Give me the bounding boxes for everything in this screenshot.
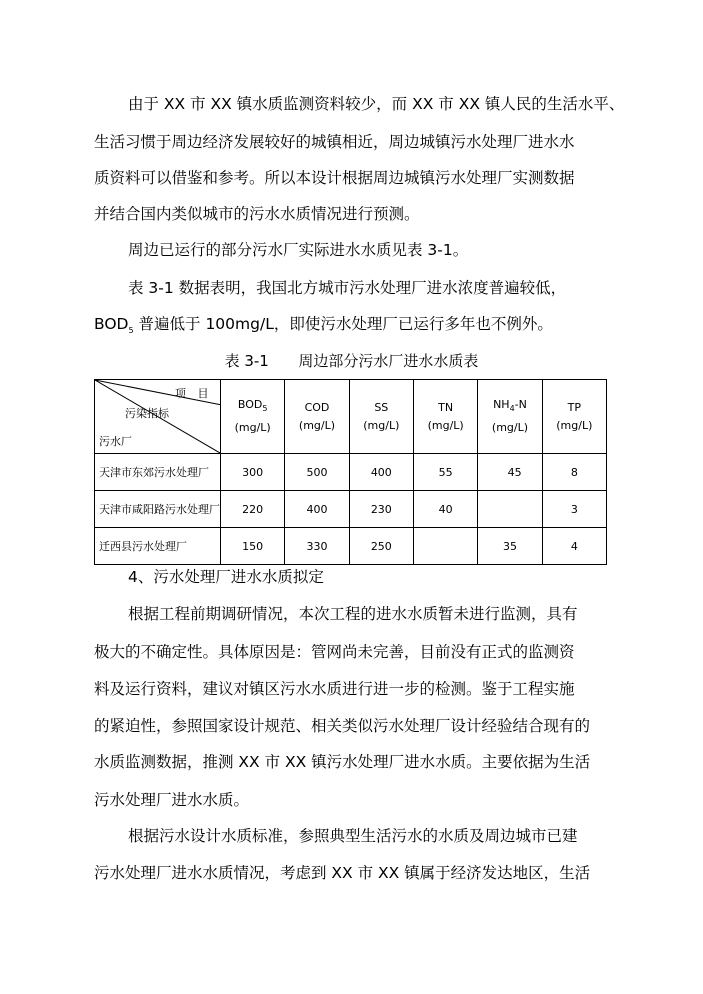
plant-name: 迁西县污水处理厂	[95, 528, 221, 565]
section-4-paragraph-1-line-5: 水质监测数据，推测 XX 市 XX 镇污水处理厂进水水质。主要依据为生活	[94, 753, 591, 771]
plant-name: 天津市东郊污水处理厂	[95, 454, 221, 491]
bod-label: BOD	[94, 315, 129, 333]
bod-subscript: 5	[128, 326, 134, 336]
section-4-paragraph-1-line-6: 污水处理厂进水水质。	[94, 791, 250, 809]
paragraph-1-line-3: 质资料可以借鉴和参考。所以本设计根据周边城镇污水处理厂实测数据	[94, 169, 575, 187]
section-4-paragraph-2-line-1: 根据污水设计水质标准，参照典型生活污水的水质及周边城市已建	[128, 827, 578, 845]
corner-label-plant: 污水厂	[99, 435, 132, 448]
cell-cod: 330	[285, 528, 349, 565]
table-caption	[0, 350, 703, 371]
plant-name: 天津市咸阳路污水处理厂	[95, 491, 221, 528]
table-row	[95, 528, 607, 565]
table-header-row	[95, 380, 607, 454]
paragraph-1-line-1: 由于 XX 市 XX 镇水质监测资料较少，而 XX 市 XX 镇人民的生活水平、	[128, 95, 625, 113]
cell-tp: 8	[542, 454, 606, 491]
column-header-cod: COD (mg/L)	[285, 380, 349, 454]
cell-nh4n: 45	[478, 454, 542, 491]
section-4-paragraph-1-line-4: 的紧迫性，参照国家设计规范、相关类似污水处理厂设计经验结合现有的	[94, 717, 591, 735]
table-row	[95, 491, 607, 528]
cell-bod5: 220	[221, 491, 285, 528]
section-4-paragraph-2-line-2: 污水处理厂进水水质情况，考虑到 XX 市 XX 镇属于经济发达地区，生活	[94, 864, 591, 882]
cell-ss: 400	[349, 454, 413, 491]
section-4-heading: 4、污水处理厂进水水质拟定	[128, 568, 324, 586]
column-header-tp: TP (mg/L)	[542, 380, 606, 454]
table-caption-title: 周边部分污水厂进水水质表	[298, 352, 479, 370]
corner-label-pollutant: 污染指标	[125, 407, 169, 420]
section-4-paragraph-1-line-2: 极大的不确定性。具体原因是：管网尚未完善，目前没有正式的监测资	[94, 643, 575, 661]
column-header-bod5: $BOD_5$ (mg/L)	[221, 380, 285, 454]
section-4-paragraph-1-line-1: 根据工程前期调研情况，本次工程的进水水质暂未进行监测，具有	[128, 605, 578, 623]
cell-ss: 230	[349, 491, 413, 528]
cell-cod: 400	[285, 491, 349, 528]
cell-tn: 55	[413, 454, 477, 491]
table-row	[95, 454, 607, 491]
cell-nh4n: 35	[478, 528, 542, 565]
cell-tp: 4	[542, 528, 606, 565]
cell-bod5: 300	[221, 454, 285, 491]
column-header-tn: TN (mg/L)	[413, 380, 477, 454]
column-header-ss: SS (mg/L)	[349, 380, 413, 454]
corner-label-item: 项 目	[175, 387, 213, 400]
table-corner-cell	[95, 380, 221, 454]
paragraph-3-line-2-rest: 普遍低于 100mg/L，即使污水处理厂已运行多年也不例外。	[133, 315, 553, 333]
paragraph-2-line-1: 周边已运行的部分污水厂实际进水水质见表 3-1。	[128, 241, 469, 259]
cell-ss: 250	[349, 528, 413, 565]
section-4-paragraph-1-line-3: 料及运行资料，建议对镇区污水水质进行进一步的检测。鉴于工程实施	[94, 680, 575, 698]
paragraph-3-line-2	[94, 314, 553, 341]
cell-tn	[413, 528, 477, 565]
column-header-nh4n: $NH_4-N$ (mg/L)	[478, 380, 542, 454]
cell-tp: 3	[542, 491, 606, 528]
cell-cod: 500	[285, 454, 349, 491]
paragraph-1-line-2: 生活习惯于周边经济发展较好的城镇相近，周边城镇污水处理厂进水水	[94, 133, 575, 151]
cell-bod5: 150	[221, 528, 285, 565]
paragraph-3-line-1: 表 3-1 数据表明，我国北方城市污水处理厂进水浓度普遍较低，	[128, 279, 567, 297]
cell-tn: 40	[413, 491, 477, 528]
paragraph-1-line-4: 并结合国内类似城市的污水水质情况进行预测。	[94, 205, 420, 223]
table-caption-number: 表 3-1	[224, 352, 269, 370]
cell-nh4n	[478, 491, 542, 528]
water-quality-table	[94, 379, 607, 565]
